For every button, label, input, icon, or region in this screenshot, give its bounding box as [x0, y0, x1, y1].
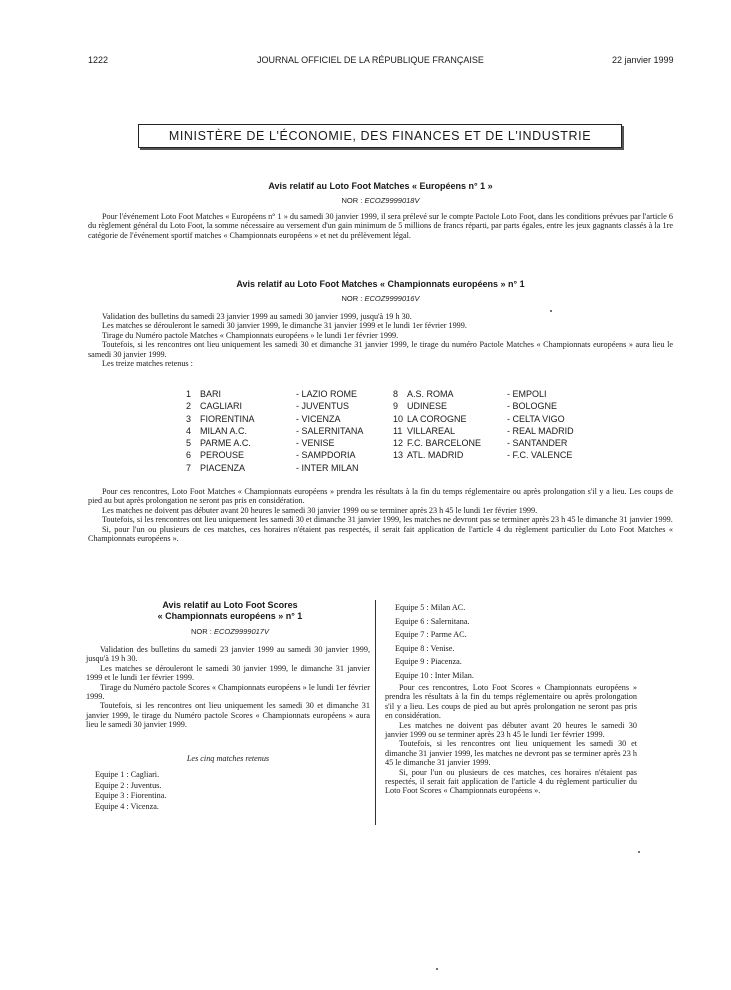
matches-left-list: [186, 388, 363, 474]
matches-right-list: [393, 388, 574, 462]
match-row: 11 VILLAREAL - REAL MADRID: [393, 425, 574, 436]
ministry-title: MINISTÈRE DE L'ÉCONOMIE, DES FINANCES ET DE L'INDUSTRIE: [168, 129, 592, 143]
avis2-nor-code: ECOZ9999016V: [364, 294, 420, 303]
scan-speck: [436, 968, 438, 970]
equipe-item: Equipe 10 : Inter Milan.: [395, 670, 474, 680]
avis3-paragraph: Validation des bulletins du samedi 23 janvier 1999 au samedi 30 janvier 1999, jusqu'à 19 h 30.: [86, 645, 370, 664]
avis3-subhead: Les cinq matches retenus: [186, 754, 270, 763]
equipe-item: Equipe 5 : Milan AC.: [395, 603, 466, 612]
avis3-paragraph: Si, pour l'un ou plusieurs de ces matches, ces horaires n'étaient pas respectés, il serait fait application de l'article 4 du règlement particulier du Loto Foot Scores « Championnats européens ».: [385, 767, 637, 796]
scan-speck: [550, 310, 552, 312]
equipe-item: Equipe 8 : Venise.: [395, 643, 455, 653]
avis3-title: Avis relatif au Loto Foot Scores « Championnats européens » n° 1: [157, 600, 303, 621]
equipe-item: Equipe 1 : Cagliari.: [95, 770, 160, 779]
avis3-paragraph: Pour ces rencontres, Loto Foot Scores « Championnats européens » prendra les résultats à la fin du temps réglementaire ou après prolongation s'il y a lieu. Les coups de pied au but après prolongation ne seront pas pris en considération.: [385, 683, 637, 721]
scan-speck: [638, 851, 640, 853]
equipe-item: Equipe 2 : Juventus.: [95, 780, 162, 790]
match-row: 9 UDINESE - BOLOGNE: [393, 401, 558, 412]
ministry-banner: [138, 124, 622, 148]
equipe-item: Equipe 6 : Salernitana.: [395, 616, 470, 626]
match-row: 2 CAGLIARI - JUVENTUS: [186, 401, 350, 412]
avis3-paragraph: Tirage du Numéro pactole Scores « Championnats européens » le lundi 1er février 1999.: [86, 682, 370, 702]
match-row: 5 PARME A.C. - VENISE: [186, 438, 335, 449]
avis2-nor: [88, 294, 673, 303]
avis1-nor-code: ECOZ9999018V: [364, 196, 420, 205]
journal-title: JOURNAL OFFICIEL DE LA RÉPUBLIQUE FRANÇAISE: [257, 55, 484, 65]
avis2-paragraph: Les matches se dérouleront le samedi 30 janvier 1999, le dimanche 31 janvier 1999 et le lundi 1er février 1999.: [102, 321, 467, 331]
avis2-paragraph: Validation des bulletins du samedi 23 janvier 1999 au samedi 30 janvier 1999, jusqu'à 19 h 30.: [102, 312, 412, 321]
avis2-title: Avis relatif au Loto Foot Matches « Championnats européens » n° 1: [236, 279, 525, 289]
avis1-nor: [88, 196, 673, 205]
match-row: 3 FIORENTINA - VICENZA: [186, 413, 341, 424]
avis2-paragraph: Toutefois, si les rencontres ont lieu uniquement les samedi 30 et dimanche 31 janvier 1999, le tirage du numéro Pactole Matches « Championnats européens » aura lieu le samedi 30 janvier 1999.: [88, 340, 673, 359]
avis1-title: Avis relatif au Loto Foot Matches « Européens n° 1 »: [268, 181, 493, 191]
match-row: 1 BARI - LAZIO ROME: [186, 389, 358, 399]
equipe-item: Equipe 9 : Piacenza.: [395, 657, 462, 666]
column-divider: [375, 600, 376, 825]
avis3-paragraph: Toutefois, si les rencontres ont lieu uniquement les samedi 30 et dimanche 31 janvier 1999, les matches ne devront pas se terminer après 23 h 45 le dimanche 31 janvier 1999.: [385, 739, 637, 768]
avis2-paragraph: Si, pour l'un ou plusieurs de ces matches, ces horaires n'étaient pas respectés, il serait fait application de l'article 4 du règlement particulier du Loto Foot Matches « Championnats européens ».: [88, 524, 673, 544]
avis2-nor-label: NOR :: [341, 294, 363, 303]
match-row: 8 A.S. ROMA - EMPOLI: [393, 389, 547, 399]
page-number: 1222: [88, 55, 109, 65]
avis3-rules: [385, 683, 637, 796]
match-row: 10 LA COROGNE - CELTA VIGO: [393, 413, 565, 424]
avis2-paragraph: Tirage du Numéro pactole Matches « Championnats européens » le lundi 1er février 1999.: [102, 330, 399, 340]
avis3-paragraph: Les matches ne doivent pas débuter avant 20 heures le samedi 30 janvier 1999 ou se terminer après 23 h 45 le lundi 1er février 1999.: [385, 720, 637, 740]
avis2-intro: [88, 312, 673, 368]
match-row: 7 PIACENZA - INTER MILAN: [186, 462, 359, 473]
avis3-paragraph: Toutefois, si les rencontres ont lieu uniquement les samedi 30 et dimanche 31 janvier 1999, le tirage du Numéro pactole Scores « Championnats européens » aura lieu le samedi 30 janvier 1999.: [86, 701, 370, 730]
avis2-rules: [88, 487, 673, 543]
equipe-item: Equipe 7 : Parme AC.: [395, 630, 467, 639]
match-row: 12 F.C. BARCELONE - SANTANDER: [393, 438, 568, 449]
match-row: 13 ATL. MADRID - F.C. VALENCE: [393, 450, 573, 461]
match-row: 6 PEROUSE - SAMPDORIA: [186, 450, 356, 461]
avis1-nor-label: NOR :: [341, 196, 363, 205]
avis2-paragraph: Toutefois, si les rencontres ont lieu uniquement les samedi 30 et dimanche 31 janvier 1999, les matches ne devront pas se terminer après 23 h 45 le dimanche 31 janvier 1999.: [102, 515, 673, 525]
equipe-item: Equipe 3 : Fiorentina.: [95, 791, 167, 801]
avis3-paragraph: Les matches se dérouleront le samedi 30 janvier 1999, le dimanche 31 janvier 1999 et le lundi 1er février 1999.: [86, 663, 370, 683]
avis1-body: Pour l'événement Loto Foot Matches « Européens n° 1 » du samedi 30 janvier 1999, il sera prélevé sur le compte Pactole Loto Foot, dans les conditions prévues par l'article 6 du règlement général du Loto Foot, la somme nécessaire au versement d'un gain minimum de 5 millions de francs réparti, par parts égales, entre les jeux gagnants classés à la 1re catégorie de l'événement sportif matches « Championnats européens » et net du prélèvement légal.: [88, 212, 673, 240]
avis2-paragraph: Pour ces rencontres, Loto Foot Matches « Championnats européens » prendra les résultats à la fin du temps réglementaire ou après prolongation s'il y a lieu. Les coups de pied au but après prolongation ne seront pas pris en considération.: [88, 487, 673, 506]
avis3-nor: NOR : ECOZ9999017V: [191, 627, 269, 636]
equipe-item: Equipe 4 : Vicenza.: [95, 801, 159, 811]
avis2-paragraph: Les matches ne doivent pas débuter avant 20 heures le samedi 30 janvier 1999 ou se terminer après 23 h 45 le lundi 1er février 1999.: [102, 505, 538, 515]
avis2-paragraph: Les treize matches retenus :: [102, 359, 193, 369]
match-row: 4 MILAN A.C. - SALERNITANA: [186, 425, 364, 436]
avis3-intro: [86, 645, 370, 730]
issue-date: 22 janvier 1999: [612, 55, 674, 65]
equipes-left-list: [95, 770, 166, 812]
equipes-right-list: [395, 601, 474, 682]
